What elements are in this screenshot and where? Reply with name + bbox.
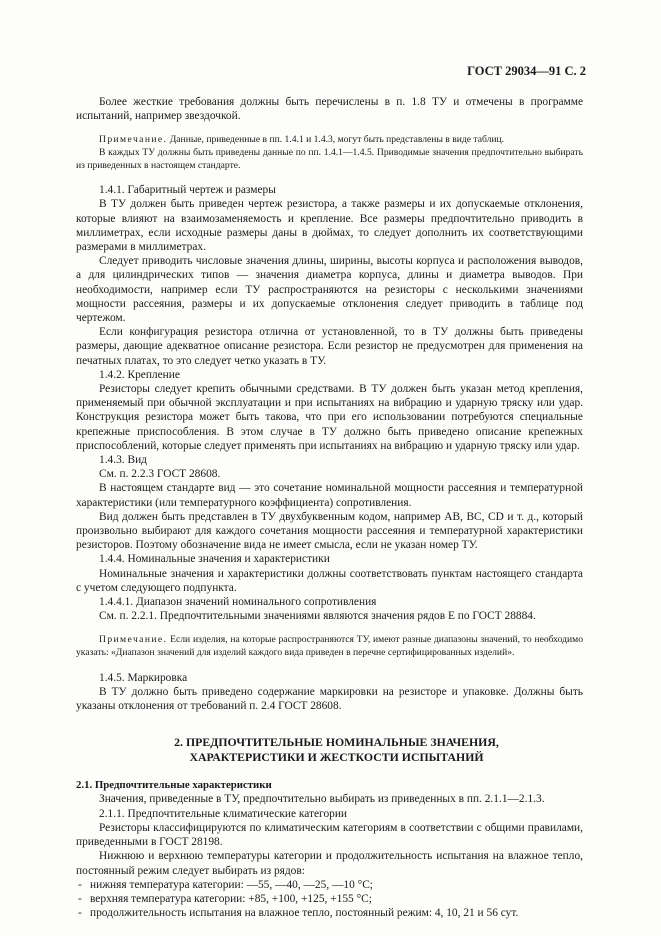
note-paragraph: В каждых ТУ должны быть приведены данные по пп. 1.4.1—1.4.5. Приводимые значения предпочтительно выбирать из приведенных в настоящем стандарте. [76,147,583,171]
paragraph: 2.1.1. Предпочтительные климатические категории [99,807,348,820]
list-item: - продолжительность испытания на влажное тепло, постоянный режим: 4, 10, 21 и 56 сут. [78,907,519,920]
paragraph: Нижнюю и верхнюю температуры категории и продолжительность испытания на влажное тепло, постоянный режим следует выбирать из рядов: [76,850,583,877]
section-title [76,735,583,764]
paragraph: 1.4.5. Маркировка [99,671,188,684]
note-text: Если изделия, на которые распространяются ТУ, имеют разные диапазоны значений, то необходимо указать: «Диапазон значений для изделий каждого вида приведен в перечне сертифицированных изделий». [76,634,583,659]
paragraph: Вид должен быть представлен в ТУ двухбуквенным кодом, например АВ, ВС, CD и т. д., который произвольно выбирают для каждого сочетания мощности рассеяния и температурной характеристики резисторов. Поэтому обозначение вида не имеет смысла, если не указан номер ТУ. [76,510,583,552]
paragraph: Следует приводить числовые значения длины, ширины, высоты корпуса и расположения выводов, а для цилиндрических типов — значения диаметра корпуса, длины и диаметра выводов. При необходимости, например если ТУ распространяются на резисторы с несколькими значениями мощности рассеяния, размеры и их допускаемые отклонения следует приводить в таблице под чертежом. [76,255,583,325]
note-paragraph [76,134,583,147]
note-label: Примечание. [99,634,168,646]
paragraph: Резисторы классифицируются по климатическим категориям в соответствии с общими правилами, приведенными в ГОСТ 28198. [76,821,583,849]
list-item-text: верхняя температура категории: +85, +100, +125, +155 °С; [90,892,372,905]
paragraph: 1.4.2. Крепление [99,368,180,381]
section-title-line: 2. ПРЕДПОЧТИТЕЛЬНЫЕ НОМИНАЛЬНЫЕ ЗНАЧЕНИЯ, [174,735,499,750]
list-item: - нижняя температура категории: —55, —40, —25, —10 °С; [78,878,373,891]
note-paragraph [76,634,583,659]
paragraph: Резисторы следует крепить обычными средствами. В ТУ должен быть указан метод крепления, применяемый при обычной эксплуатации и при испытаниях на вибрацию и ударную тряску или удар. Конструкция резистора может быть такова, что при его использовании потребуются специальные крепежные приспособления. В этом случае в ТУ должно быть приведено описание крепежных приспособлений, которые следует применять при испытаниях на вибрацию и ударную тряску или удар. [76,383,583,452]
paragraph: Номинальные значения и характеристики должны соответствовать пунктам настоящего стандарта с учетом следующего подпункта. [76,567,583,594]
subsection-heading: 2.1. Предпочтительные характеристики [76,779,272,792]
list-item-text: продолжительность испытания на влажное тепло, постоянный режим: 4, 10, 21 и 56 сут. [90,907,519,920]
paragraph: См. п. 2.2.1. Предпочтительными значениями являются значения рядов Е по ГОСТ 28884. [99,610,536,623]
paragraph: См. п. 2.2.3 ГОСТ 28608. [99,468,221,481]
paragraph: 1.4.3. Вид [99,454,147,467]
list-item-text: нижняя температура категории: —55, —40, —25, —10 °С; [90,878,373,891]
paragraph: В ТУ должно быть приведено содержание маркировки на резисторе и упаковке. Должны быть указаны отклонения от требований п. 2.4 ГОСТ 28608. [76,685,583,713]
paragraph: 1.4.1. Габаритный чертеж и размеры [99,184,276,197]
list-item: - верхняя температура категории: +85, +100, +125, +155 °С; [78,892,372,905]
paragraph: 1.4.4. Номинальные значения и характеристики [99,553,330,566]
paragraph: Если конфигурация резистора отлична от установленной, то в ТУ должны быть приведены размеры, дающие адекватное описание резистора. Если резистор не предусмотрен для применения на печатных платах, то это следует четко указать в ТУ. [76,326,583,367]
note-label: Примечание. [99,134,168,146]
section-title-line: ХАРАКТЕРИСТИКИ И ЖЕСТКОСТИ ИСПЫТАНИЙ [189,749,484,764]
paragraph: В ТУ должен быть приведен чертеж резистора, а также размеры и их допускаемые отклонения, которые влияют на взаимозаменяемость и крепление. Все размеры предпочтительно приводить в миллиметрах, если исходные размеры даны в дюймах, то следует дополнить их соответствующими размерами в миллиметрах. [76,198,583,253]
page-header: ГОСТ 29034—91 С. 2 [467,64,586,78]
document-body [76,95,583,920]
paragraph: Более жесткие требования должны быть перечислены в п. 1.8 ТУ и отмечены в программе испытаний, например звездочкой. [76,96,583,123]
note-text: Данные, приведенные в пп. 1.4.1 и 1.4.3, могут быть представлены в виде таблиц. [167,134,505,146]
paragraph: В настоящем стандарте вид — это сочетание номинальной мощности рассеяния и температурной характеристики (или температурного коэффициента) сопротивления. [76,482,583,509]
paragraph: Значения, приведенные в ТУ, предпочтительно выбирать из приведенных в пп. 2.1.1—2.1.3. [99,793,545,806]
paragraph: 1.4.4.1. Диапазон значений номинального сопротивления [99,596,377,609]
